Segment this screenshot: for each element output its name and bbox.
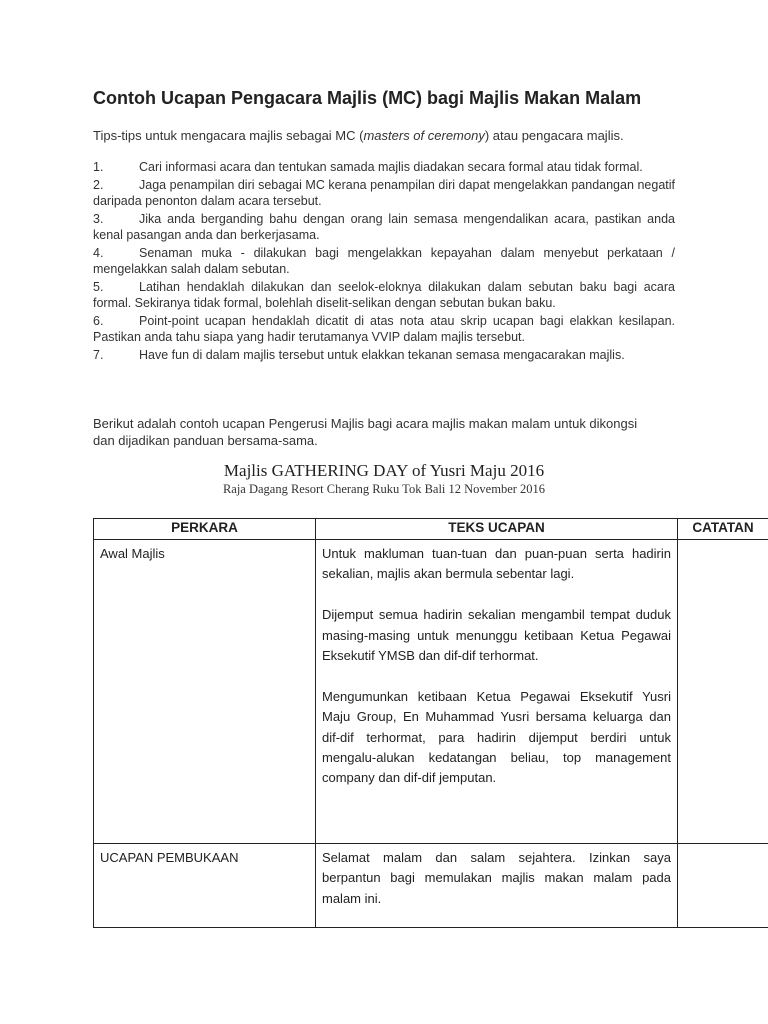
perkara-cell: UCAPAN PEMBUKAAN bbox=[94, 844, 316, 928]
event-subtitle: Raja Dagang Resort Cherang Ruku Tok Bali 12 November 2016 bbox=[222, 482, 546, 496]
tips-item-number: 3. bbox=[93, 212, 104, 226]
catatan-cell bbox=[678, 844, 768, 928]
tips-intro bbox=[93, 128, 683, 144]
header-catatan: CATATAN bbox=[678, 519, 768, 540]
header-perkara: PERKARA bbox=[94, 519, 316, 540]
tips-intro-text: Tips-tips untuk mengacara majlis sebagai MC ( bbox=[93, 128, 364, 143]
tips-list bbox=[93, 159, 675, 365]
tips-item-number: 4. bbox=[93, 246, 104, 260]
tips-item-text: Jaga penampilan diri sebagai MC kerana penampilan diri dapat mengelakkan pandangan negatif daripada penonton dalam acara tersebut. bbox=[93, 178, 675, 208]
tips-item-text: Point-point ucapan hendaklah dicatit di atas nota atau skrip ucapan bagi elakkan kesilapan. Pastikan anda tahu siapa yang hadir terutamanya VVIP dalam majlis tersebut. bbox=[93, 314, 675, 344]
tips-intro-italic: masters of ceremony bbox=[363, 128, 485, 143]
table-header-row bbox=[94, 519, 768, 540]
tips-list-item bbox=[93, 159, 675, 175]
tips-item-number: 5. bbox=[93, 280, 104, 294]
mc-script-table bbox=[93, 518, 768, 928]
teks-cell bbox=[316, 844, 678, 928]
tips-intro-text-end: ) atau pengacara majlis. bbox=[484, 128, 624, 143]
table-row bbox=[94, 540, 768, 844]
tips-item-number: 2. bbox=[93, 178, 104, 192]
table-row bbox=[94, 844, 768, 928]
teks-cell bbox=[316, 540, 678, 844]
event-title: Majlis GATHERING DAY of Yusri Maju 2016 bbox=[223, 461, 545, 480]
tips-list-item bbox=[93, 245, 675, 277]
document-title: Contoh Ucapan Pengacara Majlis (MC) bagi Majlis Makan Malam bbox=[93, 88, 642, 108]
tips-item-text: Have fun di dalam majlis tersebut untuk elakkan tekanan semasa mengacarakan majlis. bbox=[139, 348, 625, 362]
perkara-cell: Awal Majlis bbox=[94, 540, 316, 844]
tips-item-text: Senaman muka - dilakukan bagi mengelakkan kepayahan dalam menyebut perkataan / mengelakkan salah dalam sebutan. bbox=[93, 246, 675, 276]
tips-item-text: Jika anda berganding bahu dengan orang lain semasa mengendalikan acara, pastikan anda kenal pasangan anda dan berkerjasama. bbox=[93, 212, 675, 242]
tips-list-item bbox=[93, 177, 675, 209]
tips-list-item bbox=[93, 279, 675, 311]
header-teks-ucapan: TEKS UCAPAN bbox=[316, 519, 678, 540]
tips-list-item bbox=[93, 313, 675, 345]
catatan-cell bbox=[678, 540, 768, 844]
tips-item-number: 6. bbox=[93, 314, 104, 328]
tips-item-text: Cari informasi acara dan tentukan samada majlis diadakan secara formal atau tidak formal. bbox=[139, 160, 643, 174]
teks-paragraph: Selamat malam dan salam sejahtera. Izinkan saya berpantun bagi memulakan majlis makan malam pada malam ini. bbox=[322, 850, 671, 906]
tips-list-item bbox=[93, 211, 675, 243]
teks-paragraph: Dijemput semua hadirin sekalian mengambil tempat duduk masing-masing untuk menunggu ketibaan Ketua Pegawai Eksekutif YMSB dan dif-dif terhormat. bbox=[322, 607, 671, 664]
teks-paragraph: Mengumunkan ketibaan Ketua Pegawai Eksekutif Yusri Maju Group, En Muhammad Yusri bersama keluarga dan dif-dif terhormat, para hadirin dijemput berdiri untuk mengalu-alukan kedatangan beliau, top management company dan dif-dif jemputan. bbox=[322, 688, 671, 786]
tips-item-number: 1. bbox=[93, 160, 104, 174]
tips-list-item bbox=[93, 347, 675, 363]
tips-item-number: 7. bbox=[93, 348, 104, 362]
tips-item-text: Latihan hendaklah dilakukan dan seelok-eloknya dilakukan dalam sebutan baku bagi acara formal. Sekiranya tidak formal, bolehlah diselit-selikan dengan sebutan bukan baku. bbox=[93, 280, 675, 310]
intro-paragraph: Berikut adalah contoh ucapan Pengerusi Majlis bagi acara majlis makan malam untuk dikongsi dan dijadikan panduan bersama-sama. bbox=[93, 416, 638, 448]
teks-paragraph: Untuk makluman tuan-tuan dan puan-puan serta hadirin sekalian, majlis akan bermula sebentar lagi. bbox=[322, 546, 671, 582]
